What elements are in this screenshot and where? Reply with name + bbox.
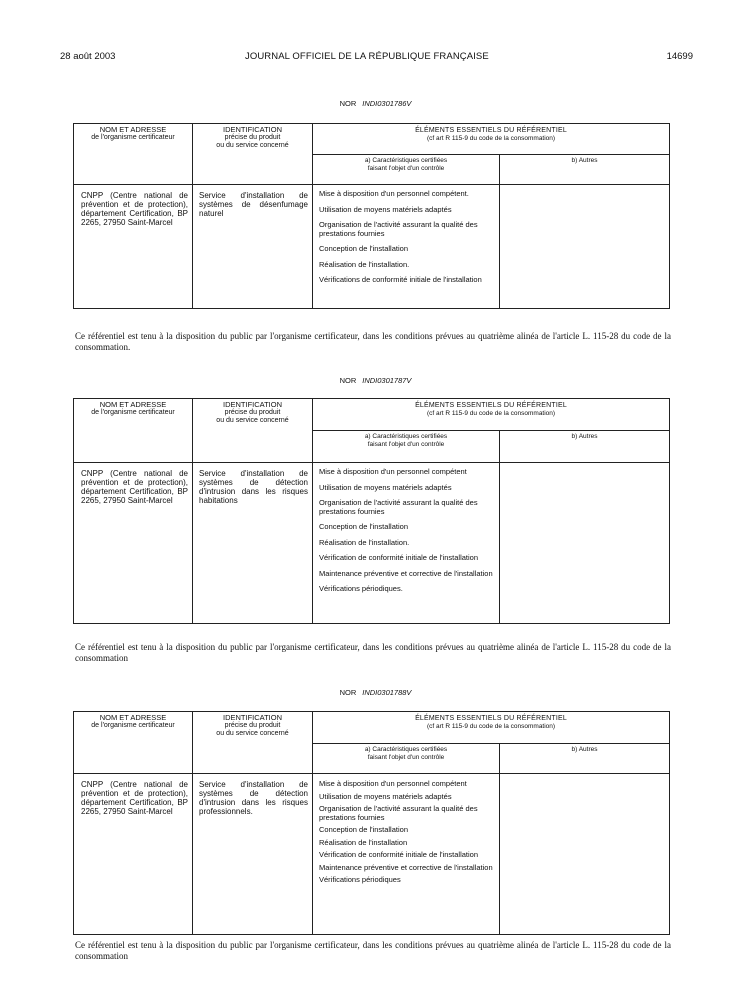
nor-reference-3 [0,688,751,697]
autres-cell [500,185,670,309]
list-item: Mise à disposition d'un personnel compétent [319,779,467,788]
column-header-autres: b) Autres [500,155,670,185]
nor-label: NOR [339,99,357,108]
list-item: Vérification de conformité initiale de l'installation [319,850,479,859]
identification-cell: Service d'installation de systèmes de détection d'intrusion dans les risques professionnels. [193,774,313,935]
column-header-caracteristiques: a) Caractéristiques certifiées faisant l'objet d'un contrôle [313,744,500,774]
organisme-cell: CNPP (Centre national de prévention et de protection), département Certification, BP 2265, 27950 Saint-Marcel [74,774,193,935]
column-header-elements: ÉLÉMENTS ESSENTIELS DU RÉFÉRENTIEL (cf art R 115-9 du code de la consommation) [313,712,670,744]
nor-code: INDI0301787V [362,376,412,385]
list-item: Utilisation de moyens matériels adaptés [319,791,452,801]
column-header-autres: b) Autres [500,431,670,463]
list-item: Vérification de conformité initiale de l'installation [319,553,479,562]
organisme-cell: CNPP (Centre national de prévention et de protection), département Certification, BP 2265, 27950 Saint-Marcel [74,185,193,309]
header-title: JOURNAL OFFICIEL DE LA RÉPUBLIQUE FRANÇAISE [245,51,489,62]
header-date: 28 août 2003 [60,51,116,62]
autres-cell [500,774,670,935]
column-header-identification: IDENTIFICATION précise du produit ou du service concerné [193,399,313,463]
nor-reference-2 [0,376,751,385]
list-item: Utilisation de moyens matériels adaptés [319,204,452,214]
column-header-caracteristiques: a) Caractéristiques certifiées faisant l'objet d'un contrôle [313,155,500,185]
column-header-elements: ÉLÉMENTS ESSENTIELS DU RÉFÉRENTIEL (cf art R 115-9 du code de la consommation) [313,124,670,155]
organisme-cell: CNPP (Centre national de prévention et de protection), département Certification, BP 2265, 27950 Saint-Marcel [74,463,193,624]
list-item: Réalisation de l'installation. [319,537,410,547]
referentiel-table-3 [73,711,670,935]
list-item: Vérifications de conformité initiale de l'installation [319,275,482,284]
list-item: Organisation de l'activité assurant la qualité des prestations fournies [319,804,478,822]
header-page-number: 14699 [666,51,693,62]
list-item: Maintenance préventive et corrective de l'installation [319,862,493,872]
column-header-elements: ÉLÉMENTS ESSENTIELS DU RÉFÉRENTIEL (cf art R 115-9 du code de la consommation) [313,399,670,431]
list-item: Réalisation de l'installation [319,837,408,847]
identification-cell: Service d'installation de systèmes de détection d'intrusion dans les risques habitations [193,463,313,624]
list-item: Conception de l'installation [319,244,408,253]
list-item: Mise à disposition d'un personnel compétent [319,467,467,476]
caracteristiques-list [313,463,500,624]
availability-note-3: Ce référentiel est tenu à la disposition du public par l'organisme certificateur, dans les conditions prévues au quatrième alinéa de l'article L. 115-28 du code de la consommation [75,940,671,961]
autres-cell [500,463,670,624]
availability-note-2: Ce référentiel est tenu à la disposition du public par l'organisme certificateur, dans les conditions prévues au quatrième alinéa de l'article L. 115-28 du code de la consommation [75,642,671,663]
list-item: Organisation de l'activité assurant la qualité des prestations fournies [319,220,478,238]
list-item: Réalisation de l'installation. [319,259,410,269]
list-item: Vérifications périodiques. [319,584,403,593]
nor-code: INDI0301786V [362,99,412,108]
nor-reference-1 [0,99,751,108]
column-header-identification: IDENTIFICATION précise du produit ou du service concerné [193,124,313,185]
column-header-identification: IDENTIFICATION précise du produit ou du service concerné [193,712,313,774]
referentiel-table-1 [73,123,670,309]
list-item: Utilisation de moyens matériels adaptés [319,482,452,492]
nor-code: INDI0301788V [362,688,412,697]
column-header-nom: NOM ET ADRESSE de l'organisme certificateur [74,712,193,774]
identification-cell: Service d'installation de systèmes de désenfumage naturel [193,185,313,309]
list-item: Mise à disposition d'un personnel compétent. [319,189,469,198]
caracteristiques-list [313,185,500,309]
list-item: Conception de l'installation [319,522,408,531]
column-header-caracteristiques: a) Caractéristiques certifiées faisant l'objet d'un contrôle [313,431,500,463]
list-item: Vérifications périodiques [319,875,401,884]
referentiel-table-2 [73,398,670,624]
list-item: Maintenance préventive et corrective de l'installation [319,568,493,578]
column-header-autres: b) Autres [500,744,670,774]
nor-label: NOR [339,376,357,385]
column-header-nom: NOM ET ADRESSE de l'organisme certificateur [74,124,193,185]
list-item: Organisation de l'activité assurant la qualité des prestations fournies [319,498,478,516]
list-item: Conception de l'installation [319,825,408,834]
caracteristiques-list [313,774,500,935]
column-header-nom: NOM ET ADRESSE de l'organisme certificateur [74,399,193,463]
nor-label: NOR [339,688,357,697]
availability-note-1: Ce référentiel est tenu à la disposition du public par l'organisme certificateur, dans les conditions prévues au quatrième alinéa de l'article L. 115-28 du code de la consommation. [75,331,671,352]
